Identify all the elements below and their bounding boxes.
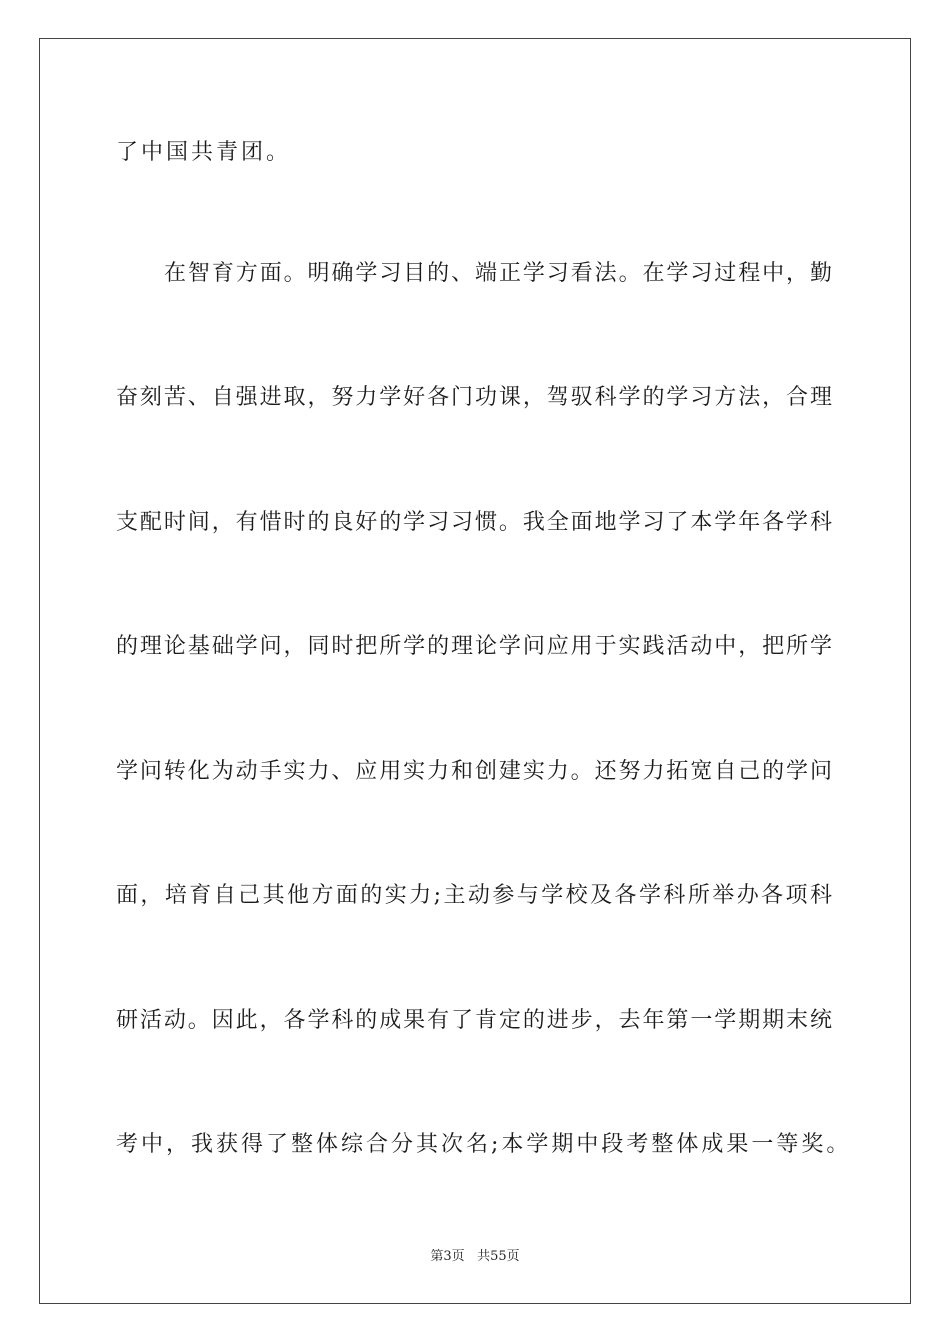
- page-total: 共55页: [477, 1249, 520, 1264]
- paragraph-line: 支配时间，有惜时的良好的学习习惯。我全面地学习了本学年各学科: [116, 510, 832, 535]
- paragraph-line: 在智育方面。明确学习目的、端正学习看法。在学习过程中，勤: [164, 261, 832, 286]
- page-border: [39, 38, 911, 1304]
- page-number: 第3页: [430, 1249, 465, 1264]
- page-footer: [0, 1248, 950, 1266]
- paragraph-line: 奋刻苦、自强进取，努力学好各门功课，驾驭科学的学习方法，合理: [116, 385, 832, 410]
- paragraph-line: 考中，我获得了整体综合分其次名;本学期中段考整体成果一等奖。: [116, 1132, 852, 1157]
- paragraph-line: 的理论基础学问，同时把所学的理论学问应用于实践活动中，把所学: [116, 634, 832, 659]
- paragraph-line: 了中国共青团。: [116, 140, 292, 165]
- paragraph-line: 面，培育自己其他方面的实力;主动参与学校及各学科所举办各项科: [116, 883, 832, 908]
- paragraph-line: 学问转化为动手实力、应用实力和创建实力。还努力拓宽自己的学问: [116, 759, 832, 784]
- paragraph-line: 研活动。因此，各学科的成果有了肯定的进步，去年第一学期期末统: [116, 1008, 832, 1033]
